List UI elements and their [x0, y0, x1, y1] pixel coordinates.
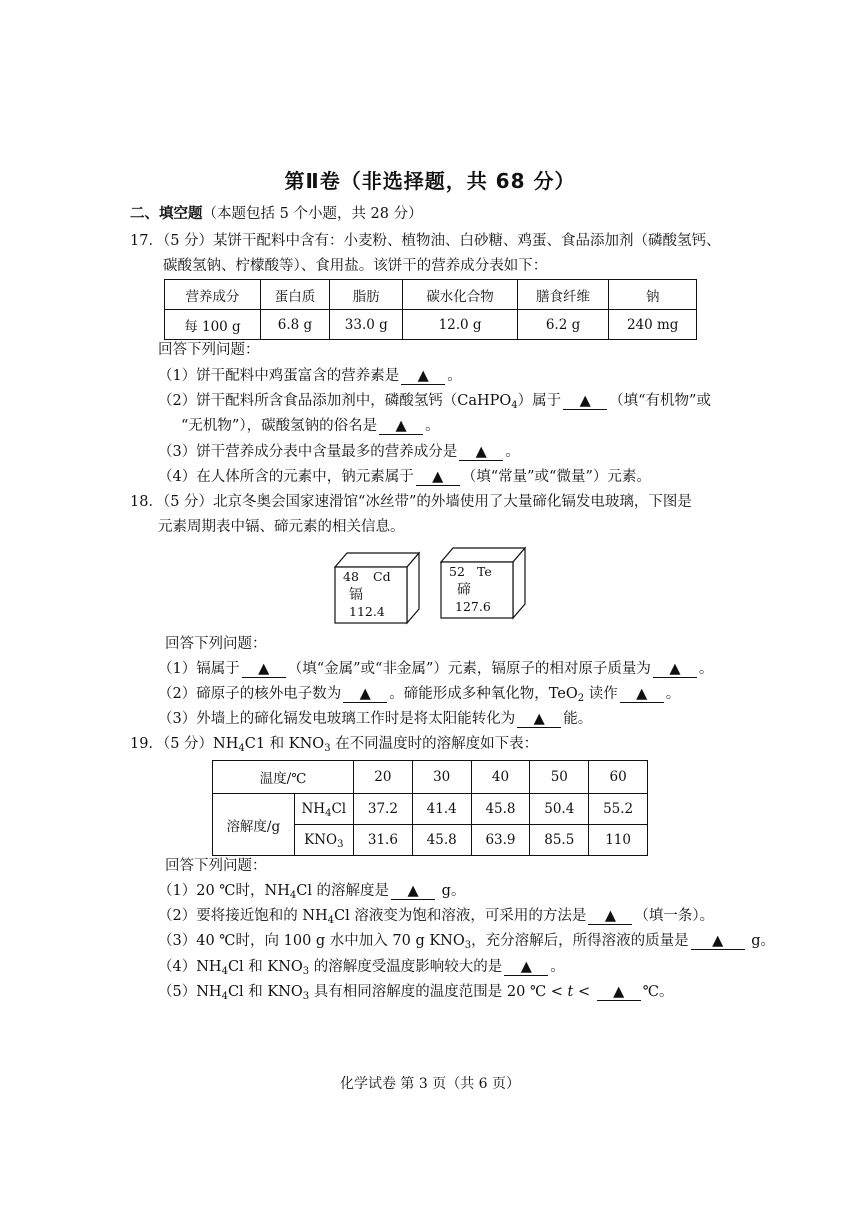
q17-answer-prompt: 回答下列问题：: [158, 342, 260, 358]
element-name: 碲: [457, 582, 471, 598]
answer-blank[interactable]: ▲: [691, 934, 745, 950]
temp-label-cell: 温度/℃: [213, 761, 354, 794]
q19-part5-text: 具有相同溶解度的温度范围是 20 ℃ <: [309, 984, 568, 1000]
section-heading-note: （本题包括 5 个小题，共 28 分）: [202, 206, 423, 222]
q17-part2-text: （2）饼干配料所含食品添加剂中，磷酸氢钙（CaHPO: [158, 393, 512, 409]
q19-part4-text: （4）NH: [158, 959, 222, 975]
page-title: 第Ⅱ卷（非选择题，共 68 分）: [284, 169, 576, 193]
q17-part4: [158, 467, 651, 487]
nutrition-table-row: [165, 310, 697, 340]
q17-part1-end: 。: [447, 368, 462, 384]
temp-cell: 40: [471, 761, 530, 794]
q19-answer-prompt: 回答下列问题：: [165, 858, 267, 874]
q18-part2-end: 。: [665, 686, 681, 702]
subscript: 3: [464, 940, 472, 951]
answer-blank[interactable]: ▲: [379, 419, 423, 435]
solubility-value-cell: 110: [589, 825, 648, 856]
answer-blank[interactable]: ▲: [653, 662, 697, 678]
answer-blank[interactable]: ▲: [563, 394, 607, 410]
formula-text: NH: [301, 801, 326, 817]
substance-label-nh4cl: [294, 794, 353, 825]
temp-cell: 60: [589, 761, 648, 794]
answer-blank[interactable]: ▲: [391, 884, 435, 900]
substance-label-kno3: [294, 825, 353, 856]
nutrition-header-cell: 膳食纤维: [517, 280, 609, 310]
q17-stem-line1: 17．（5 分）某饼干配料中含有：小麦粉、植物油、白砂糖、鸡蛋、食品添加剂（磷酸氢钙、: [130, 233, 721, 249]
q17-part2-cont: [181, 416, 440, 436]
q19-part5: [158, 982, 673, 1002]
q18-answer-prompt: 回答下列问题：: [165, 636, 267, 652]
q19-part4-text: 的溶解度受温度影响较大的是: [309, 959, 503, 975]
answer-blank[interactable]: ▲: [343, 687, 387, 703]
q18-part2-text: 读作: [584, 686, 618, 702]
nh4cl-row: [213, 794, 648, 825]
element-number: 52: [449, 564, 465, 579]
q19-part3-text: ，充分溶解后，所得溶液的质量是: [471, 933, 689, 949]
q17-part3: [158, 442, 520, 462]
answer-blank[interactable]: ▲: [459, 445, 503, 461]
q19-part5-text: <: [573, 984, 595, 1000]
q18-stem-line2: 元素周期表中镉、碲元素的相关信息。: [158, 519, 405, 535]
q19-part4-end: 。: [550, 959, 565, 975]
element-symbol: Te: [477, 564, 492, 579]
q19-part3: [158, 931, 775, 951]
q19-stem: [130, 734, 538, 754]
solubility-value-cell: 55.2: [589, 794, 648, 825]
subscript: 3: [302, 966, 310, 977]
q17-part2-text: ）属于: [517, 393, 562, 409]
formula-text: Cl: [331, 801, 347, 817]
answer-blank[interactable]: ▲: [620, 687, 664, 703]
subscript: 3: [302, 991, 310, 1002]
temp-cell: 50: [530, 761, 589, 794]
formula-text: KNO: [304, 832, 338, 848]
q19-part2-end: （填一条）。: [634, 908, 715, 924]
q17-part4-text: （填“常量”或“微量”）元素。: [461, 469, 651, 485]
q17-stem-line2: 碳酸氢钠、柠檬酸等）、食用盐。该饼干的营养成分表如下：: [163, 258, 548, 274]
subscript: 4: [511, 400, 518, 411]
q19-stem-text: 19．（5 分）NH: [130, 736, 239, 752]
nutrition-header-cell: 脂肪: [330, 280, 403, 310]
q19-part1-text: Cl 的溶解度是: [296, 883, 390, 899]
q18-part1-end: 。: [698, 661, 714, 677]
nutrition-value-cell: 6.8 g: [260, 310, 329, 340]
q17-part1-text: （1）饼干配料中鸡蛋富含的营养素是: [158, 368, 400, 384]
q19-part1-end: g。: [437, 883, 466, 899]
answer-blank[interactable]: ▲: [588, 909, 632, 925]
q18-part1-text: （填“金属”或“非金属”）元素，镉原子的相对原子质量为: [287, 661, 651, 677]
element-card-te: [439, 546, 529, 622]
q19-part4-text: Cl 和 KNO: [227, 959, 303, 975]
solubility-value-cell: 31.6: [354, 825, 413, 856]
q19-part2-text: Cl 溶液变为饱和溶液，可采用的方法是: [334, 908, 587, 924]
q18-part2-text: 。碲能形成多种氧化物，TeO: [389, 686, 578, 702]
section-heading: [130, 204, 423, 224]
q19-stem-text: 在不同温度时的溶解度如下表：: [330, 736, 539, 752]
subscript: 2: [577, 693, 585, 704]
q18-part2-text: （2）碲原子的核外电子数为: [158, 686, 342, 702]
q17-part2-text: “无机物”），碳酸氢钠的俗名是: [181, 418, 378, 434]
q19-part5-text: Cl 和 KNO: [227, 984, 303, 1000]
q19-part3-text: （3）40 ℃时，向 100 g 水中加入 70 g KNO: [158, 933, 465, 949]
nutrition-value-cell: 33.0 g: [330, 310, 403, 340]
q17-part4-text: （4）在人体所含的元素中，钠元素属于: [158, 469, 414, 485]
q18-part2: [158, 684, 680, 704]
q19-part2: [158, 906, 714, 926]
temp-cell: 20: [354, 761, 413, 794]
q18-part3-text: （3）外墙上的碲化镉发电玻璃工作时是将太阳能转化为: [158, 711, 516, 727]
answer-blank[interactable]: ▲: [401, 369, 445, 385]
q17-part2: [158, 391, 711, 411]
q19-stem-text: C1 和 KNO: [244, 736, 325, 752]
q19-part1-text: （1）20 ℃时，NH: [158, 883, 290, 899]
q18-part3: [158, 709, 592, 729]
solubility-value-cell: 85.5: [530, 825, 589, 856]
q17-part2-end: 。: [425, 418, 440, 434]
q18-part1: [158, 659, 713, 679]
nutrition-header-cell: 营养成分: [165, 280, 261, 310]
element-number: 48: [343, 569, 359, 584]
element-mass: 127.6: [455, 599, 491, 614]
element-symbol: Cd: [373, 569, 391, 584]
q17-part3-end: 。: [505, 444, 520, 460]
page-footer: 化学试卷 第 3 页（共 6 页）: [339, 1076, 521, 1092]
solubility-table: [212, 760, 648, 856]
q19-part5-text: （5）NH: [158, 984, 222, 1000]
element-card-cd: [333, 549, 423, 625]
q19-part2-text: （2）要将接近饱和的 NH: [158, 908, 328, 924]
answer-blank[interactable]: ▲: [504, 960, 548, 976]
q17-part1: [158, 366, 462, 386]
solubility-value-cell: 50.4: [530, 794, 589, 825]
solubility-value-cell: 41.4: [412, 794, 471, 825]
nutrition-value-cell: 12.0 g: [403, 310, 517, 340]
nutrition-value-cell: 每 100 g: [165, 310, 261, 340]
element-mass: 112.4: [349, 604, 385, 619]
subscript: 3: [337, 839, 344, 850]
subscript: 4: [221, 991, 228, 1002]
subscript: 4: [238, 743, 245, 754]
q17-part2-text: （填“有机物”或: [609, 393, 711, 409]
nutrition-header-cell: 碳水化合物: [403, 280, 517, 310]
q18-part1-text: （1）镉属于: [158, 661, 240, 677]
subscript: 4: [325, 808, 332, 819]
nutrition-table: [164, 279, 697, 340]
nutrition-value-cell: 6.2 g: [517, 310, 609, 340]
answer-blank[interactable]: ▲: [597, 985, 641, 1001]
temp-cell: 30: [412, 761, 471, 794]
q19-part3-end: g。: [746, 933, 776, 949]
nutrition-value-cell: 240 mg: [609, 310, 697, 340]
q18-part3-end: 能。: [563, 711, 593, 727]
subscript: 3: [324, 743, 331, 754]
q17-part3-text: （3）饼干营养成分表中含量最多的营养成分是: [158, 444, 458, 460]
answer-blank[interactable]: ▲: [416, 470, 460, 486]
solubility-value-cell: 63.9: [471, 825, 530, 856]
q19-part1: [158, 881, 465, 901]
variable-t: t: [567, 984, 574, 1000]
nutrition-header-cell: 钠: [609, 280, 697, 310]
nutrition-header-cell: 蛋白质: [260, 280, 329, 310]
section-heading-label: 二、填空题: [130, 205, 203, 222]
solubility-header-row: [213, 761, 648, 794]
q19-part5-end: ℃。: [642, 984, 674, 1000]
answer-blank[interactable]: ▲: [517, 712, 561, 728]
answer-blank[interactable]: ▲: [242, 662, 286, 678]
subscript: 4: [327, 915, 335, 926]
solubility-value-cell: 45.8: [471, 794, 530, 825]
q18-stem-line1: 18．（5 分）北京冬奥会国家速滑馆“冰丝带”的外墙使用了大量碲化镉发电玻璃，下图是: [130, 494, 692, 510]
solubility-value-cell: 45.8: [412, 825, 471, 856]
subscript: 4: [289, 890, 297, 901]
solubility-label-cell: 溶解度/g: [213, 794, 295, 856]
element-name: 镉: [349, 587, 363, 603]
subscript: 4: [221, 966, 228, 977]
nutrition-table-header-row: [165, 280, 697, 310]
q19-part4: [158, 957, 565, 977]
solubility-value-cell: 37.2: [354, 794, 413, 825]
